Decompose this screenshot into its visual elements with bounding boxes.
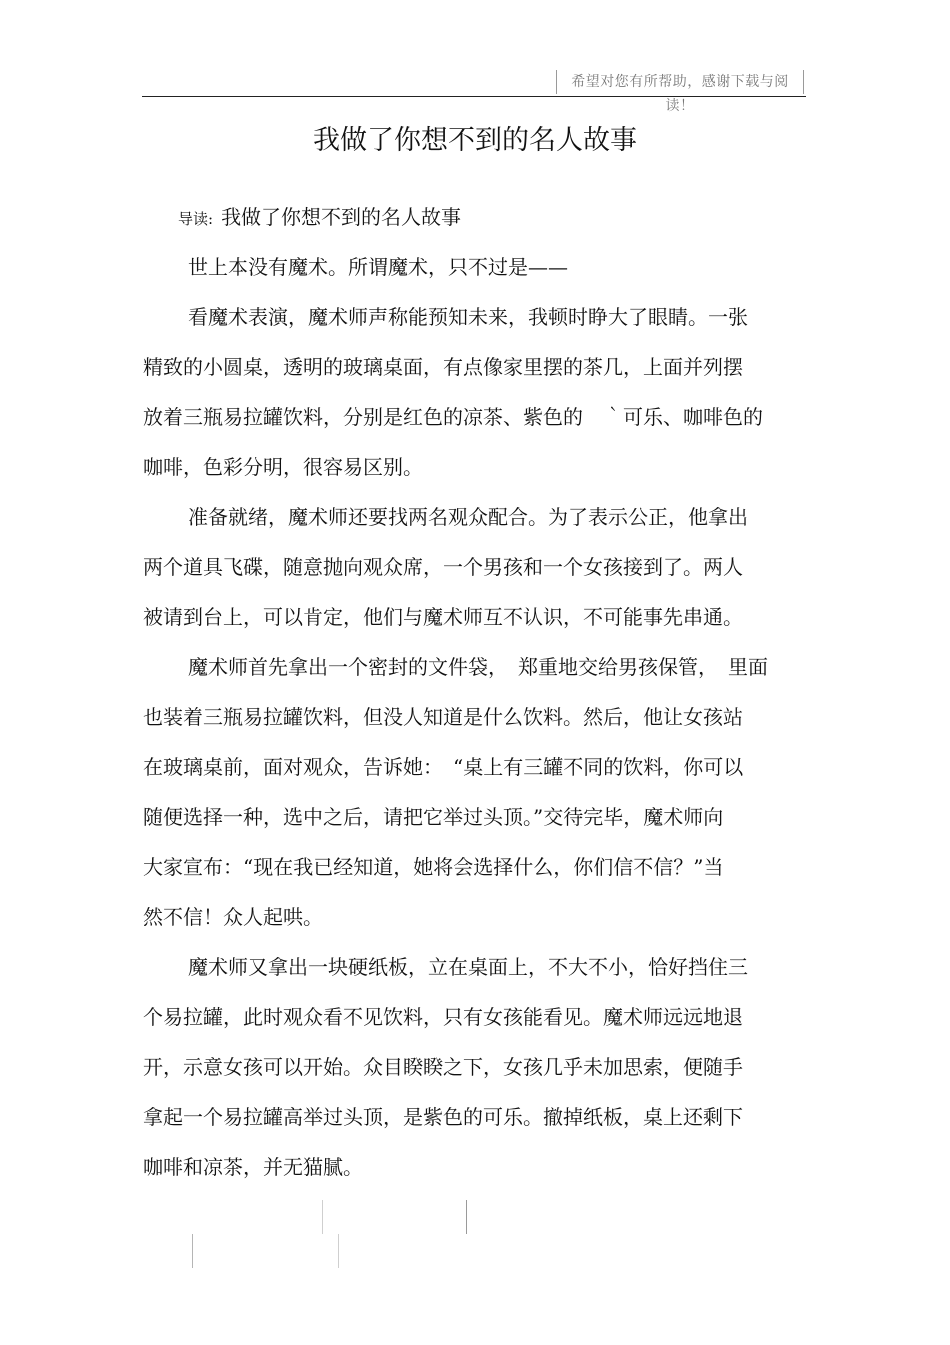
- header-rule: [142, 96, 806, 97]
- paragraph-line: 个易拉罐，此时观众看不见饮料，只有女孩能看见。魔术师远远地退: [143, 1005, 743, 1029]
- paragraph-line: 被请到台上，可以肯定，他们与魔术师互不认识，不可能事先串通。: [143, 605, 743, 629]
- paragraph-line: 精致的小圆桌，透明的玻璃桌面，有点像家里摆的茶几，上面并列摆: [143, 355, 743, 379]
- paragraph-line: 准备就绪，魔术师还要找两名观众配合。为了表示公正，他拿出: [188, 505, 748, 529]
- paragraph-line: 放着三瓶易拉罐饮料，分别是红色的凉茶、紫色的 ｀可乐、咖啡色的: [143, 405, 763, 429]
- scan-mark: [192, 1234, 193, 1268]
- paragraph-line: 在玻璃桌前，面对观众，告诉她： “桌上有三罐不同的饮料，你可以: [143, 755, 744, 779]
- paragraph-line: 世上本没有魔术。所谓魔术，只不过是——: [188, 255, 568, 279]
- scan-mark: [338, 1234, 339, 1268]
- header-note: 希望对您有所帮助，感谢下载与阅读！: [556, 70, 804, 94]
- paragraph-line: 然不信！众人起哄。: [143, 905, 323, 929]
- paragraph-line: 拿起一个易拉罐高举过头顶，是紫色的可乐。撤掉纸板，桌上还剩下: [143, 1105, 743, 1129]
- scan-mark: [322, 1200, 323, 1234]
- paragraph-line: 魔术师首先拿出一个密封的文件袋， 郑重地交给男孩保管， 里面: [188, 655, 768, 679]
- paragraph-line: 魔术师又拿出一块硬纸板，立在桌面上，不大不小，恰好挡住三: [188, 955, 748, 979]
- paragraph-line: 两个道具飞碟，随意抛向观众席，一个男孩和一个女孩接到了。两人: [143, 555, 743, 579]
- paragraph-line: 看魔术表演，魔术师声称能预知未来，我顿时睁大了眼睛。一张: [188, 305, 748, 329]
- paragraph-line: 咖啡和凉茶，并无猫腻。: [143, 1155, 363, 1179]
- document-title: 我做了你想不到的名人故事: [313, 125, 637, 156]
- scan-mark: [466, 1200, 467, 1234]
- lead-line: [178, 203, 461, 233]
- paragraph-line: 随便选择一种，选中之后，请把它举过头顶。”交待完毕，魔术师向: [143, 805, 724, 829]
- paragraph-line: 开，示意女孩可以开始。众目睽睽之下，女孩几乎未加思索，便随手: [143, 1055, 743, 1079]
- paragraph-line: 大家宣布：“现在我已经知道，她将会选择什么，你们信不信？”当: [143, 855, 724, 879]
- paragraph-line: 咖啡，色彩分明，很容易区别。: [143, 455, 423, 479]
- lead-label: 导读:: [178, 210, 214, 228]
- paragraph-line: 也装着三瓶易拉罐饮料，但没人知道是什么饮料。然后，他让女孩站: [143, 705, 743, 729]
- lead-text: 我做了你想不到的名人故事: [221, 205, 462, 229]
